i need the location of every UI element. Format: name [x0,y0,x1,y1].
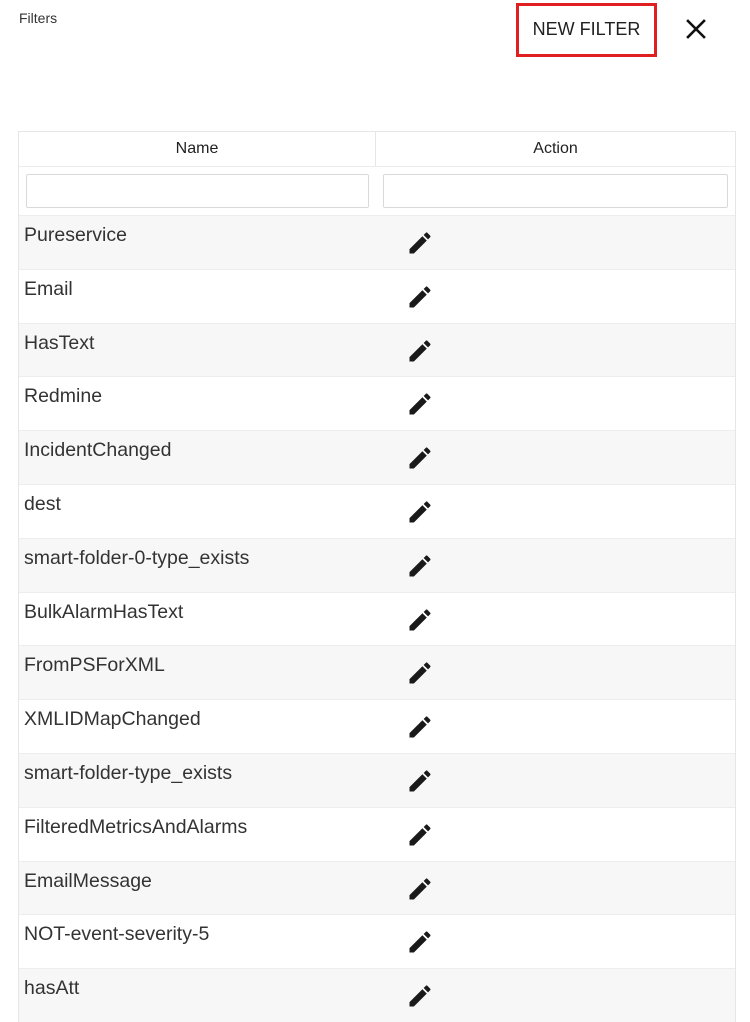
edit-icon[interactable] [406,337,434,365]
action-filter-input[interactable] [383,174,728,208]
table-row[interactable] [19,484,735,538]
edit-icon[interactable] [406,283,434,311]
filter-name: IncidentChanged [24,439,172,462]
action-cell [376,539,735,592]
column-header-action[interactable]: Action [533,140,578,157]
edit-icon[interactable] [406,390,434,418]
edit-icon[interactable] [406,606,434,634]
edit-icon[interactable] [406,713,434,741]
filter-name: EmailMessage [24,869,152,892]
table-row[interactable] [19,645,735,699]
edit-icon[interactable] [406,821,434,849]
edit-icon[interactable] [406,875,434,903]
filter-name: FromPSForXML [24,654,165,677]
table-row[interactable] [19,592,735,646]
action-cell [376,485,735,538]
table-row[interactable] [19,323,735,377]
close-button[interactable] [681,14,711,44]
table-row[interactable] [19,807,735,861]
new-filter-button[interactable]: NEW FILTER [516,3,657,57]
filter-row [19,167,735,215]
table-body [19,215,735,1022]
name-filter-input[interactable] [26,174,369,208]
edit-icon[interactable] [406,928,434,956]
filter-name: HasText [24,331,95,354]
action-cell [376,862,735,915]
page-title: Filters [19,10,58,26]
close-icon [686,19,706,39]
filter-name: Pureservice [24,224,127,246]
filter-name: Email [24,277,73,300]
edit-icon[interactable] [406,498,434,526]
edit-icon[interactable] [406,552,434,580]
filters-table [18,131,736,1022]
filter-name: smart-folder-0-type_exists [24,546,250,569]
table-row[interactable] [19,968,735,1022]
action-cell [376,270,735,323]
table-row[interactable] [19,538,735,592]
filter-name: smart-folder-type_exists [24,761,233,784]
action-cell [376,431,735,484]
edit-icon[interactable] [406,767,434,795]
action-cell [376,754,735,807]
edit-icon[interactable] [406,229,434,257]
table-row[interactable] [19,753,735,807]
filter-name: Redmine [24,385,103,408]
table-row[interactable] [19,376,735,430]
action-cell [376,216,735,269]
filter-name: XMLIDMapChanged [24,708,201,731]
filter-name: FilteredMetricsAndAlarms [24,815,248,838]
filter-name: dest [24,492,61,515]
edit-icon[interactable] [406,659,434,687]
table-row[interactable] [19,861,735,915]
table-header [19,132,735,167]
table-row[interactable] [19,269,735,323]
action-cell [376,969,735,1022]
table-row[interactable] [19,430,735,484]
action-cell [376,377,735,430]
table-row[interactable] [19,215,735,269]
action-cell [376,700,735,753]
edit-icon[interactable] [406,444,434,472]
column-header-name[interactable]: Name [19,132,376,166]
table-row[interactable] [19,699,735,753]
filter-name: hasAtt [24,977,80,1000]
table-row[interactable] [19,914,735,968]
action-cell [376,593,735,646]
edit-icon[interactable] [406,982,434,1010]
action-cell [376,324,735,377]
filter-name: NOT-event-severity-5 [24,923,210,946]
action-cell [376,646,735,699]
action-cell [376,808,735,861]
action-cell [376,915,735,968]
filter-name: BulkAlarmHasText [24,600,184,623]
